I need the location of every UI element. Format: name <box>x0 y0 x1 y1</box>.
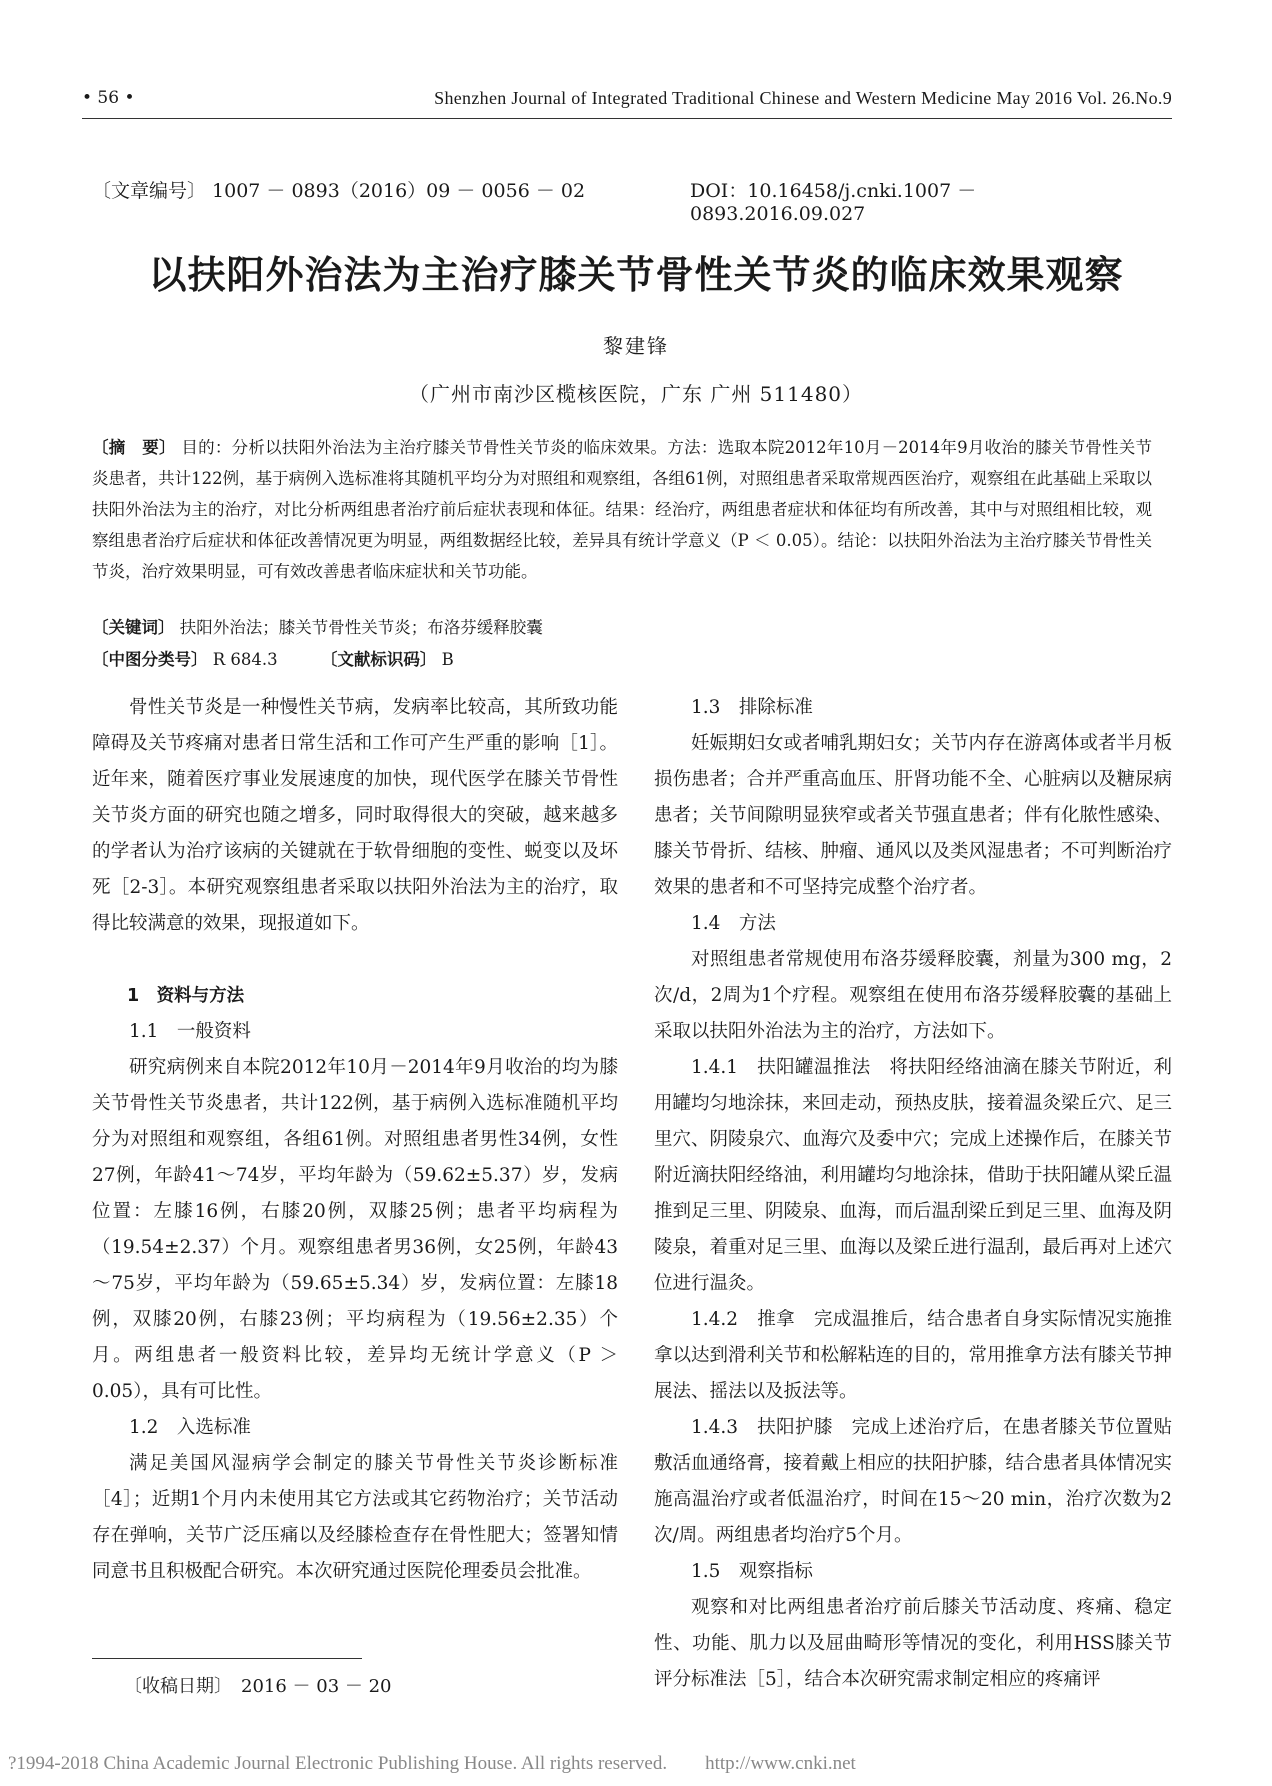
general-data-paragraph: 研究病例来自本院2012年10月－2014年9月收治的均为膝关节骨性关节炎患者，共计122例，基于病例入选标准随机平均分为对照组和观察组，各组61例。对照组患者男性34例，女性27例，年龄41～74岁，平均年龄为（59.62±5.37）岁，发病位置：左膝16例，右膝20例，双膝25例；患者平均病程为（19.54±2.37）个月。观察组患者男36例，女25例，年龄43～75岁，平均年龄为（59.65±5.34）岁，发病位置：左膝18例，双膝20例，右膝23例；平均病程为（19.56±2.35）个月。两组患者一般资料比较，差异均无统计学意义（P ＞ 0.05），具有可比性。 <box>92 1057 618 1402</box>
subsection-heading-indicators: 1.5 观察指标 <box>691 1561 813 1582</box>
inclusion-paragraph: 满足美国风湿病学会制定的膝关节骨性关节炎诊断标准［4］；近期1个月内未使用其它方法或其它药物治疗；关节活动存在弹响，关节广泛压痛以及经膝检查存在骨性肥大；签署知情同意书且积极配合研究。本次研究通过医院伦理委员会批准。 <box>92 1453 618 1582</box>
abstract-label: 〔摘 要〕 <box>92 438 176 457</box>
keywords-label: 〔关键词〕 <box>92 618 175 637</box>
method-1-4-3-paragraph: 1.4.3 扶阳护膝 完成上述治疗后，在患者膝关节位置贴敷活血通络膏，接着戴上相应的扶阳护膝，结合患者具体情况实施高温治疗或者低温治疗，时间在15～20 min，治疗次数为2次/周。两组患者均治疗5个月。 <box>654 1417 1173 1546</box>
footnote-divider <box>92 1658 362 1659</box>
classification <box>92 646 1152 670</box>
running-header <box>82 88 1172 119</box>
subsection-heading-general: 1.1 一般资料 <box>129 1021 251 1042</box>
abstract <box>92 432 1152 587</box>
article-number: 〔文章编号〕 1007 － 0893（2016）09 － 0056 － 02 <box>92 180 586 202</box>
intro-paragraph: 骨性关节炎是一种慢性关节病，发病率比较高，其所致功能障碍及关节疼痛对患者日常生活和工作可产生严重的影响［1］。近年来，随着医疗事业发展速度的加快，现代医学在膝关节骨性关节炎方面的研究也随之增多，同时取得很大的突破，越来越多的学者认为治疗该病的关键就在于软骨细胞的变性、蜕变以及坏死［2-3］。本研究观察组患者采取以扶阳外治法为主的治疗，取得比较满意的效果，现报道如下。 <box>92 697 618 934</box>
clc-label: 〔中图分类号〕 <box>92 650 208 669</box>
doc-code-value: B <box>441 650 454 669</box>
left-column <box>92 690 618 1590</box>
author-affiliation: （广州市南沙区榄核医院，广东 广州 511480） <box>408 382 864 406</box>
method-1-4-2-paragraph: 1.4.2 推拿 完成温推后，结合患者自身实际情况实施推拿以达到滑利关节和松解粘连的目的，常用推拿方法有膝关节抻展法、摇法以及扳法等。 <box>654 1309 1173 1402</box>
subsection-heading-inclusion: 1.2 入选标准 <box>129 1417 251 1438</box>
copyright-watermark: ?1994-2018 China Academic Journal Electronic Publishing House. All rights reserved. http://www.cnki.net <box>8 1753 856 1774</box>
right-column <box>654 690 1172 1698</box>
abstract-text: 目的：分析以扶阳外治法为主治疗膝关节骨性关节炎的临床效果。方法：选取本院2012年10月－2014年9月收治的膝关节骨性关节炎患者，共计122例，基于病例入选标准将其随机平均分为对照组和观察组，各组61例，对照组患者采取常规西医治疗，观察组在此基础上采取以扶阳外治法为主的治疗，对比分析两组患者治疗前后症状表现和体征。结果：经治疗，两组患者症状和体征均有所改善，其中与对照组相比较，观察组患者治疗后症状和体征改善情况更为明显，两组数据经比较，差异具有统计学意义（P ＜ 0.05）。结论：以扶阳外治法为主治疗膝关节骨性关节炎，治疗效果明显，可有效改善患者临床症状和关节功能。 <box>92 438 1153 581</box>
method-1-4-1-paragraph: 1.4.1 扶阳罐温推法 将扶阳经络油滴在膝关节附近，利用罐均匀地涂抹，来回走动，预热皮肤，接着温灸梁丘穴、足三里穴、阴陵泉穴、血海穴及委中穴；完成上述操作后，在膝关节附近滴扶阳经络油，利用罐均匀地涂抹，借助于扶阳罐从梁丘温推到足三里、阴陵泉、血海，而后温刮梁丘到足三里、血海及阴陵泉，着重对足三里、血海以及梁丘进行温刮，最后再对上述穴位进行温灸。 <box>654 1057 1173 1294</box>
journal-citation: Shenzhen Journal of Integrated Traditional Chinese and Western Medicine May 2016 Vol. 26.No.9 <box>434 88 1172 108</box>
subsection-heading-exclusion: 1.3 排除标准 <box>691 697 813 718</box>
received-date: 〔收稿日期〕 2016 － 03 － 20 <box>124 1676 392 1697</box>
method-paragraph: 对照组患者常规使用布洛芬缓释胶囊，剂量为300 mg，2次/d，2周为1个疗程。观察组在使用布洛芬缓释胶囊的基础上采取以扶阳外治法为主的治疗，方法如下。 <box>654 949 1172 1042</box>
indicators-paragraph: 观察和对比两组患者治疗前后膝关节活动度、疼痛、稳定性、功能、肌力以及屈曲畸形等情况的变化，利用HSS膝关节评分标准法［5］，结合本次研究需求制定相应的疼痛评 <box>654 1597 1172 1690</box>
subsection-heading-method: 1.4 方法 <box>691 913 776 934</box>
doc-code-label: 〔文献标识码〕 <box>320 650 437 669</box>
page-number: • 56 • <box>82 88 135 108</box>
exclusion-paragraph: 妊娠期妇女或者哺乳期妇女；关节内存在游离体或者半月板损伤患者；合并严重高血压、肝肾功能不全、心脏病以及糖尿病患者；关节间隙明显狭窄或者关节强直患者；伴有化脓性感染、膝关节骨折、结核、肿瘤、通风以及类风湿患者；不可判断治疗效果的患者和不可坚持完成整个治疗者。 <box>654 733 1173 898</box>
section-heading-methods: 1 资料与方法 <box>127 986 245 1006</box>
clc-value: R 684.3 <box>212 650 278 669</box>
keywords-text: 扶阳外治法；膝关节骨性关节炎；布洛芬缓释胶囊 <box>179 618 543 637</box>
author-name: 黎建锋 <box>603 334 669 358</box>
keywords <box>92 614 1152 638</box>
article-identifiers <box>92 176 1142 225</box>
doi: DOI：10.16458/j.cnki.1007 － 0893.2016.09.027 <box>690 180 977 225</box>
article-title: 以扶阳外治法为主治疗膝关节骨性关节炎的临床效果观察 <box>148 253 1124 297</box>
